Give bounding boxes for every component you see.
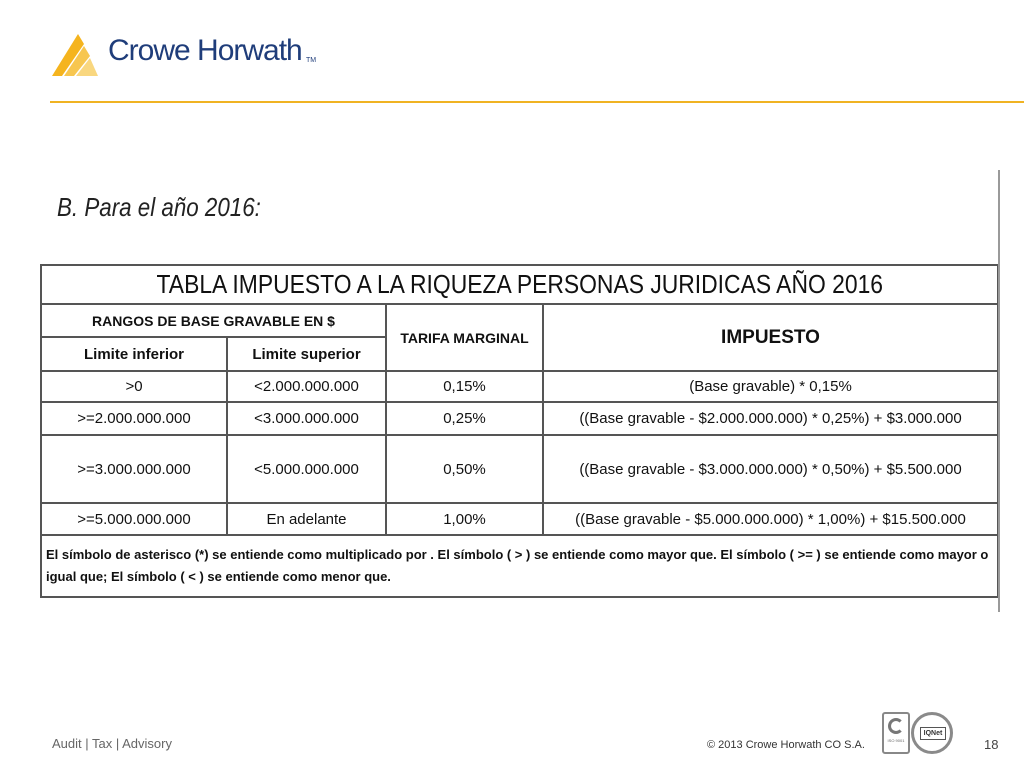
rate-cell: 0,25% bbox=[386, 402, 543, 435]
rate-cell: 0,15% bbox=[386, 371, 543, 402]
header-divider bbox=[50, 101, 1024, 103]
tax-table-image bbox=[38, 170, 1000, 612]
tax-formula-cell: ((Base gravable - $5.000.000.000) * 1,00%) + $15.500.000 bbox=[543, 503, 998, 535]
table-row bbox=[41, 371, 998, 402]
upper-limit-cell: <2.000.000.000 bbox=[227, 371, 386, 402]
table-row bbox=[41, 435, 998, 503]
column-header-upper: Limite superior bbox=[227, 337, 386, 371]
crowe-horwath-logo-icon bbox=[50, 32, 100, 78]
table-caption: TABLA IMPUESTO A LA RIQUEZA PERSONAS JURIDICAS AÑO 2016 bbox=[41, 265, 998, 304]
upper-limit-cell: <5.000.000.000 bbox=[227, 435, 386, 503]
iso-certification-icon: ISO 9001 bbox=[882, 712, 910, 754]
section-subtitle: B. Para el año 2016: bbox=[57, 192, 261, 222]
rate-cell: 0,50% bbox=[386, 435, 543, 503]
footer-copyright: © 2013 Crowe Horwath CO S.A. bbox=[707, 739, 865, 751]
lower-limit-cell: >=5.000.000.000 bbox=[41, 503, 227, 535]
table-row bbox=[41, 402, 998, 435]
lower-limit-cell: >=3.000.000.000 bbox=[41, 435, 227, 503]
wealth-tax-table bbox=[40, 264, 999, 598]
upper-limit-cell: <3.000.000.000 bbox=[227, 402, 386, 435]
page-number: 18 bbox=[984, 737, 999, 752]
tax-formula-cell: ((Base gravable - $3.000.000.000) * 0,50%) + $5.500.000 bbox=[543, 435, 998, 503]
footer-services: Audit | Tax | Advisory bbox=[52, 736, 172, 751]
column-header-lower: Limite inferior bbox=[41, 337, 227, 371]
column-header-rate: TARIFA MARGINAL bbox=[386, 304, 543, 371]
table-row bbox=[41, 503, 998, 535]
lower-limit-cell: >0 bbox=[41, 371, 227, 402]
table-group-header: RANGOS DE BASE GRAVABLE EN $ bbox=[41, 304, 386, 337]
logo-trademark: TM bbox=[306, 57, 317, 64]
column-header-tax: IMPUESTO bbox=[543, 304, 998, 371]
scan-edge-line bbox=[998, 170, 1000, 612]
lower-limit-cell: >=2.000.000.000 bbox=[41, 402, 227, 435]
rate-cell: 1,00% bbox=[386, 503, 543, 535]
tax-formula-cell: ((Base gravable - $2.000.000.000) * 0,25%) + $3.000.000 bbox=[543, 402, 998, 435]
tax-formula-cell: (Base gravable) * 0,15% bbox=[543, 371, 998, 402]
iqnet-certification-icon: IQNet bbox=[911, 712, 953, 754]
table-footnote: El símbolo de asterisco (*) se entiende como multiplicado por . El símbolo ( > ) se entiende como mayor que. El símbolo ( >= ) se entiende como mayor o igual que; El símbolo ( < ) se entiende como menor que. bbox=[41, 535, 998, 597]
upper-limit-cell: En adelante bbox=[227, 503, 386, 535]
logo-wordmark: Crowe Horwath bbox=[108, 34, 302, 67]
